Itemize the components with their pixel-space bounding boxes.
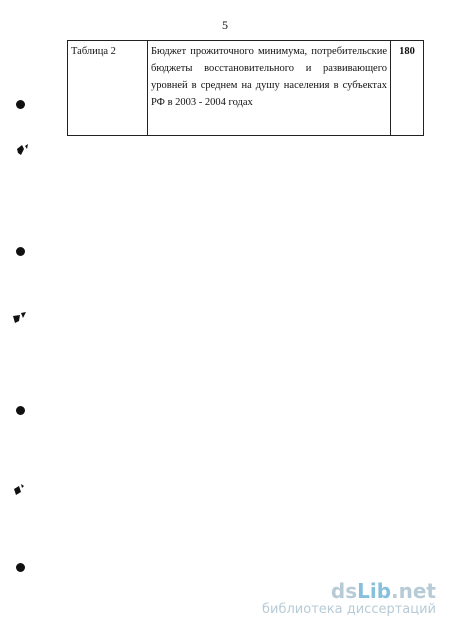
- scan-mark-icon: [12, 483, 26, 497]
- binding-hole-dot: [16, 406, 25, 415]
- watermark-logo-suffix: .net: [391, 579, 436, 603]
- scan-mark-icon: [15, 143, 31, 157]
- watermark-logo-prefix: ds: [330, 579, 358, 603]
- table-page-number-cell: 180: [391, 41, 424, 136]
- table-description-cell: Бюджет прожиточного минимума, потребительские бюджеты восстановительного и развивающего уровней в среднем на душу населения в субъектах РФ в 2003 - 2004 годах: [148, 41, 391, 136]
- scan-mark-icon: [12, 311, 28, 325]
- watermark-logo-middle: Lib: [357, 579, 392, 603]
- contents-table: [67, 40, 424, 136]
- page-number: 5: [222, 18, 228, 32]
- binding-hole-dot: [16, 247, 25, 256]
- table-label-cell: Таблица 2: [68, 41, 148, 136]
- watermark: [262, 580, 436, 618]
- table-row: [68, 41, 424, 136]
- binding-hole-dot: [16, 563, 25, 572]
- watermark-tagline: библиотека диссертаций: [262, 602, 436, 617]
- binding-hole-dot: [16, 100, 25, 109]
- watermark-logo: [262, 580, 436, 602]
